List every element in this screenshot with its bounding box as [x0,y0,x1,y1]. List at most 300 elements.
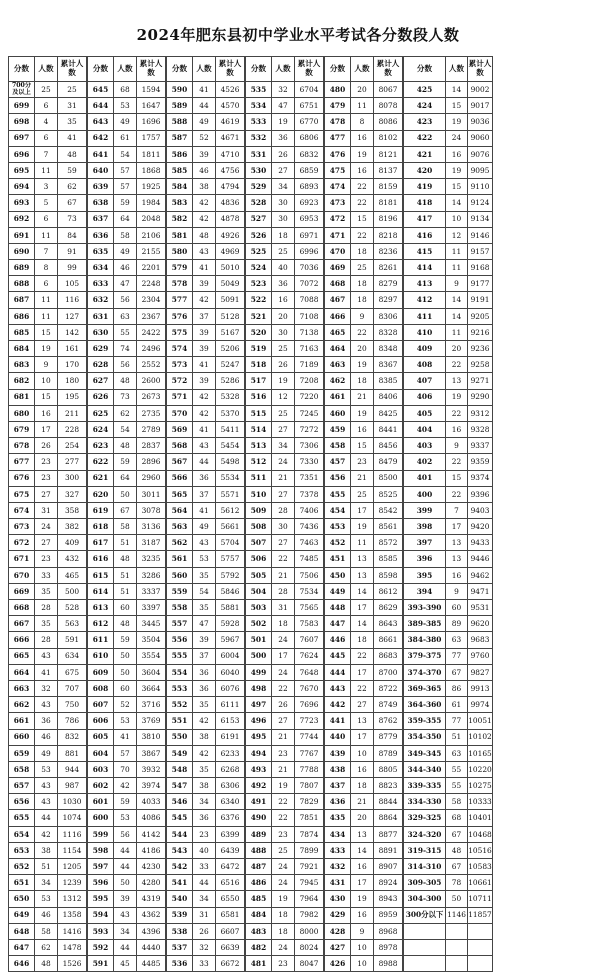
score-cell: 452 [325,535,351,551]
score-cell: 533 [246,114,272,130]
score-cell: 334-330 [404,794,446,810]
score-cell: 700分及以上 [9,82,35,98]
score-cell: 668 [9,600,35,616]
table-row [88,956,166,972]
count-cell: 11 [35,162,58,178]
count-cell: 15 [446,98,468,114]
count-cell: 38 [193,179,216,195]
score-cell: 483 [246,923,272,939]
cumulative-cell: 73 [58,211,87,227]
count-cell: 48 [446,842,468,858]
table-row [325,227,403,243]
count-cell: 40 [272,260,295,276]
cumulative-cell: 48 [58,146,87,162]
cumulative-cell: 8500 [374,470,403,486]
cumulative-cell: 211 [58,405,87,421]
table-row [325,243,403,259]
table-row [246,292,324,308]
cumulative-cell: 10401 [468,810,493,826]
table-row [88,405,166,421]
score-cell: 684 [9,341,35,357]
count-cell: 25 [272,243,295,259]
score-cell: 672 [9,535,35,551]
count-cell: 67 [114,502,137,518]
cumulative-cell: 8700 [374,664,403,680]
table-row [88,680,166,696]
score-cell: 591 [88,956,114,972]
table-row [246,729,324,745]
table-row [167,956,245,972]
score-cell [404,939,446,955]
count-cell: 16 [351,907,374,923]
count-cell: 28 [272,583,295,599]
cumulative-cell: 1239 [58,875,87,891]
table-row [404,341,493,357]
count-cell: 21 [351,794,374,810]
cumulative-cell: 7088 [295,292,324,308]
score-cell: 526 [246,227,272,243]
cumulative-cell: 8542 [374,502,403,518]
score-cell: 599 [88,826,114,842]
table-row [325,778,403,794]
cumulative-cell: 4836 [216,195,245,211]
score-cell: 508 [246,519,272,535]
count-cell: 48 [193,227,216,243]
count-header: 人数 [351,57,374,82]
cumulative-cell: 5612 [216,502,245,518]
score-cell: 614 [88,583,114,599]
count-cell: 46 [35,729,58,745]
score-cell: 649 [9,907,35,923]
count-cell: 54 [193,583,216,599]
table-row [88,82,166,98]
count-cell: 58 [114,227,137,243]
table-row [325,324,403,340]
score-cell: 501 [246,632,272,648]
table-row [167,697,245,713]
score-cell: 498 [246,680,272,696]
table-row [88,761,166,777]
cumulative-cell: 8086 [374,114,403,130]
cumulative-cell: 7964 [295,891,324,907]
cumulative-cell: 10051 [468,713,493,729]
count-cell: 16 [446,421,468,437]
score-cell: 664 [9,664,35,680]
table-row [325,697,403,713]
score-cell: 437 [325,778,351,794]
table-row [167,324,245,340]
score-cell: 531 [246,146,272,162]
count-cell: 33 [193,956,216,972]
cumulative-cell: 10516 [468,842,493,858]
count-cell: 43 [193,438,216,454]
count-cell: 55 [446,778,468,794]
cumulative-cell: 9168 [468,260,493,276]
score-cell: 374-370 [404,664,446,680]
count-cell [446,956,468,972]
table-row [167,243,245,259]
table-row [246,956,324,972]
count-cell: 35 [193,697,216,713]
score-cell: 567 [167,454,193,470]
count-cell: 53 [193,551,216,567]
count-cell: 43 [35,794,58,810]
count-cell: 15 [351,211,374,227]
count-cell: 23 [35,551,58,567]
count-cell: 28 [35,600,58,616]
score-cell: 329-325 [404,810,446,826]
score-cell: 592 [88,939,114,955]
table-row [9,567,87,583]
cumulative-cell: 9002 [468,82,493,98]
count-cell: 32 [193,939,216,955]
score-cell: 697 [9,130,35,146]
table-row [9,939,87,955]
cumulative-cell: 116 [58,292,87,308]
count-cell: 74 [114,341,137,357]
score-cell: 539 [167,907,193,923]
table-row [167,810,245,826]
table-row [325,956,403,972]
table-row [9,146,87,162]
score-cell: 491 [246,794,272,810]
cumulative-cell: 9337 [468,438,493,454]
cumulative-cell: 9420 [468,519,493,535]
count-cell: 38 [193,729,216,745]
cumulative-cell: 8661 [374,632,403,648]
score-cell: 638 [88,195,114,211]
table-row [246,211,324,227]
count-cell: 21 [351,470,374,486]
cumulative-cell: 9095 [468,162,493,178]
table-row [246,567,324,583]
table-row [404,939,493,955]
table-row [9,389,87,405]
table-row [325,114,403,130]
cumulative-cell: 5411 [216,421,245,437]
table-row [9,794,87,810]
table-row [404,923,493,939]
score-cell: 605 [88,729,114,745]
count-cell: 58 [114,519,137,535]
score-cell: 682 [9,373,35,389]
table-row [88,891,166,907]
cumulative-cell: 4671 [216,130,245,146]
score-cell: 580 [167,243,193,259]
count-cell: 63 [446,745,468,761]
cumulative-cell: 7189 [295,357,324,373]
count-cell: 77 [446,713,468,729]
table-row [325,260,403,276]
count-cell: 59 [114,794,137,810]
table-row [88,389,166,405]
table-row [88,486,166,502]
count-cell: 44 [114,842,137,858]
table-row [88,551,166,567]
score-cell: 637 [88,211,114,227]
score-cell: 496 [246,713,272,729]
count-cell: 78 [446,875,468,891]
count-cell: 41 [193,421,216,437]
cumulative-cell: 67 [58,195,87,211]
score-cell: 427 [325,939,351,955]
count-cell: 37 [193,648,216,664]
score-cell: 556 [167,632,193,648]
count-cell: 25 [351,260,374,276]
cumulative-cell: 2201 [137,260,166,276]
cumulative-cell: 5247 [216,357,245,373]
count-cell: 57 [114,179,137,195]
table-row [246,162,324,178]
count-cell: 56 [114,292,137,308]
score-cell: 492 [246,778,272,794]
count-cell: 48 [114,373,137,389]
count-cell: 39 [114,891,137,907]
table-row [88,179,166,195]
score-cell: 597 [88,859,114,875]
cumulative-cell: 1205 [58,859,87,875]
cumulative-cell: 8279 [374,276,403,292]
count-cell: 62 [114,405,137,421]
cumulative-cell: 8196 [374,211,403,227]
cumulative-cell: 4526 [216,82,245,98]
score-cell: 485 [246,891,272,907]
table-row [167,535,245,551]
table-row [246,179,324,195]
count-cell: 30 [272,211,295,227]
table-row [88,632,166,648]
score-cell: 349-345 [404,745,446,761]
score-cell: 432 [325,859,351,875]
score-cell: 369-365 [404,680,446,696]
count-cell: 16 [446,146,468,162]
count-cell: 43 [35,778,58,794]
table-row [246,600,324,616]
cumulative-cell: 9157 [468,243,493,259]
score-cell: 606 [88,713,114,729]
score-cell: 529 [246,179,272,195]
cumulative-cell: 5328 [216,389,245,405]
cumulative-cell: 8218 [374,227,403,243]
table-row [246,243,324,259]
score-cell: 568 [167,438,193,454]
cumulative-cell: 8159 [374,179,403,195]
table-row [9,486,87,502]
cumulative-cell: 3187 [137,535,166,551]
score-cell: 695 [9,162,35,178]
table-row [325,179,403,195]
table-row [9,697,87,713]
count-cell: 28 [35,632,58,648]
count-cell: 9 [446,438,468,454]
count-cell: 46 [193,162,216,178]
cumulative-cell: 4280 [137,875,166,891]
table-row [88,826,166,842]
table-row [325,276,403,292]
count-cell: 42 [193,405,216,421]
cumulative-cell: 8978 [374,939,403,955]
cumulative-cell: 2367 [137,308,166,324]
cumulative-cell: 5881 [216,600,245,616]
score-cell: 522 [246,292,272,308]
count-cell: 47 [114,276,137,292]
table-row [246,713,324,729]
cumulative-cell: 5661 [216,519,245,535]
score-cell: 443 [325,680,351,696]
table-row [325,810,403,826]
score-cell: 516 [246,389,272,405]
table-row [325,146,403,162]
cumulative-cell: 161 [58,341,87,357]
table-row [88,729,166,745]
score-table-block-4 [245,56,324,972]
table-row [246,502,324,518]
cumulative-cell: 5370 [216,405,245,421]
score-cell: 399 [404,502,446,518]
table-row [9,405,87,421]
score-cell: 635 [88,243,114,259]
table-row [9,713,87,729]
cumulative-cell: 8137 [374,162,403,178]
table-row [167,82,245,98]
count-cell: 42 [114,778,137,794]
count-cell: 7 [35,146,58,162]
score-cell: 424 [404,98,446,114]
cumulative-cell: 8328 [374,324,403,340]
table-row [404,859,493,875]
count-cell: 16 [351,859,374,875]
score-cell: 552 [167,697,193,713]
score-cell: 602 [88,778,114,794]
score-cell: 587 [167,130,193,146]
cumulative-cell: 7624 [295,648,324,664]
count-cell: 22 [351,227,374,243]
count-cell: 4 [35,114,58,130]
count-cell: 24 [272,664,295,680]
score-cell: 450 [325,567,351,583]
count-cell: 24 [272,939,295,955]
score-cell: 521 [246,308,272,324]
score-cell: 314-310 [404,859,446,875]
score-cell: 544 [167,826,193,842]
score-cell: 651 [9,875,35,891]
score-cell: 696 [9,146,35,162]
table-row [325,616,403,632]
cumulative-cell: 8891 [374,842,403,858]
count-cell: 50 [446,891,468,907]
count-cell: 39 [193,276,216,292]
count-cell: 24 [272,859,295,875]
cumulative-cell: 3554 [137,648,166,664]
cumulative-cell: 4362 [137,907,166,923]
count-cell: 18 [351,632,374,648]
score-cell: 530 [246,162,272,178]
cumulative-cell: 8924 [374,875,403,891]
count-cell: 26 [272,357,295,373]
cumulative-cell: 8525 [374,486,403,502]
score-cell: 398 [404,519,446,535]
table-row [404,810,493,826]
count-cell: 42 [193,713,216,729]
cumulative-cell: 1478 [58,939,87,955]
table-row [88,421,166,437]
cumulative-cell: 1074 [58,810,87,826]
score-header: 分数 [167,57,193,82]
table-row [325,713,403,729]
count-cell: 17 [35,421,58,437]
cumulative-cell: 84 [58,227,87,243]
cumulative-cell: 8877 [374,826,403,842]
score-cell: 416 [404,227,446,243]
cumulative-cell: 5534 [216,470,245,486]
cumulative-header: 累计人数 [295,57,324,82]
table-row [88,842,166,858]
score-cell: 604 [88,745,114,761]
score-cell: 482 [246,939,272,955]
count-cell: 27 [35,486,58,502]
score-cell: 423 [404,114,446,130]
count-cell: 68 [446,810,468,826]
cumulative-cell: 3604 [137,664,166,680]
cumulative-cell: 6233 [216,745,245,761]
table-row [9,211,87,227]
count-cell: 68 [114,82,137,98]
score-cell: 608 [88,680,114,696]
cumulative-cell: 7851 [295,810,324,826]
count-header: 人数 [193,57,216,82]
table-row [246,260,324,276]
count-cell: 27 [272,713,295,729]
count-cell: 7 [446,502,468,518]
score-cell: 563 [167,519,193,535]
count-cell: 18 [351,373,374,389]
score-cell: 417 [404,211,446,227]
score-cell: 611 [88,632,114,648]
cumulative-cell: 7108 [295,308,324,324]
count-cell: 6 [35,130,58,146]
table-row [88,162,166,178]
score-cell: 593 [88,923,114,939]
score-cell: 535 [246,82,272,98]
score-cell: 677 [9,454,35,470]
cumulative-cell: 591 [58,632,87,648]
cumulative-cell: 750 [58,697,87,713]
count-cell: 35 [193,761,216,777]
table-row [9,664,87,680]
score-cell: 641 [88,146,114,162]
cumulative-cell: 170 [58,357,87,373]
table-row [325,195,403,211]
table-row [404,551,493,567]
score-cell: 666 [9,632,35,648]
table-row [404,470,493,486]
table-row [325,308,403,324]
cumulative-cell: 9913 [468,680,493,696]
score-cell: 455 [325,486,351,502]
table-row [88,664,166,680]
table-row [9,130,87,146]
count-cell: 63 [114,308,137,324]
count-cell: 17 [351,600,374,616]
table-row [88,357,166,373]
cumulative-cell: 228 [58,421,87,437]
cumulative-cell: 3078 [137,502,166,518]
table-row [167,616,245,632]
table-row [404,713,493,729]
cumulative-cell: 9177 [468,276,493,292]
count-header: 人数 [35,57,58,82]
table-row [9,778,87,794]
